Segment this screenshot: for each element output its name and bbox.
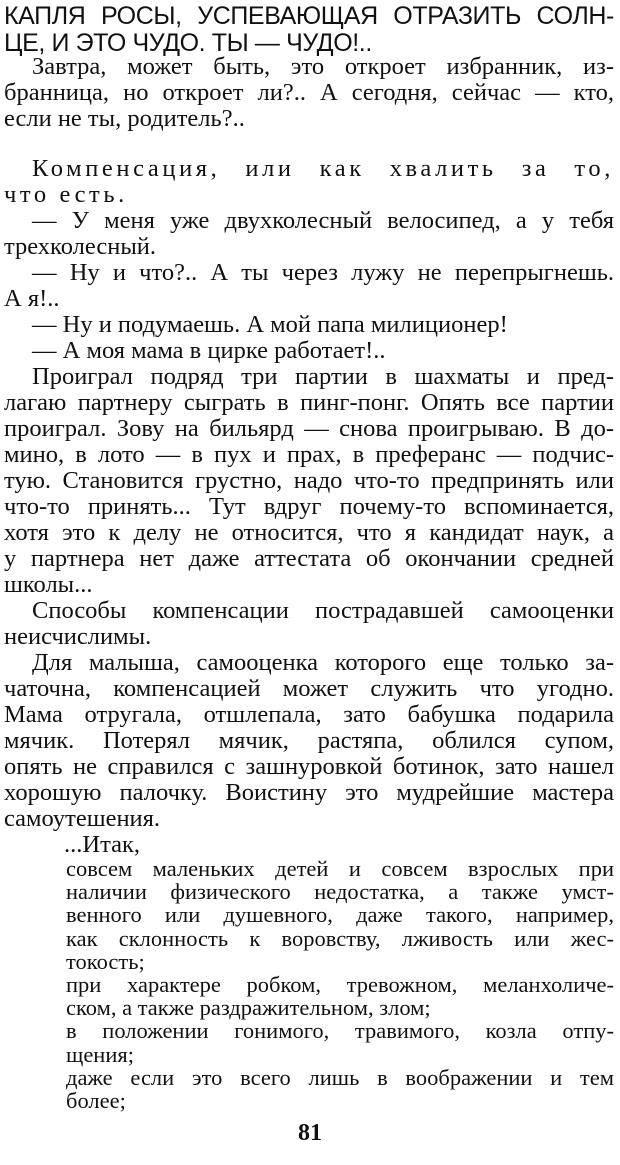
text-line: хорошую палочку. Воистину это мудрейшие мастера bbox=[4, 779, 614, 806]
dialogue-line: А я!.. bbox=[4, 285, 60, 312]
dialogue-line: — А моя мама в цирке работает!.. bbox=[32, 337, 386, 364]
text-line: Способы компенсации пострадавшей самооценки bbox=[32, 597, 614, 624]
list-line: венного или душевного, даже такого, например, bbox=[66, 902, 614, 928]
list-line: щения; bbox=[66, 1041, 134, 1067]
text-line: Завтра, может быть, это откроет избранник, из- bbox=[32, 53, 614, 80]
text-line: хотя это к делу не относится, что я кандидат наук, а bbox=[4, 519, 614, 546]
text-line: мячик. Потерял мячик, растяпа, облился супом, bbox=[4, 727, 614, 754]
list-line: как склонность к воровству, лживость или жес- bbox=[66, 925, 614, 951]
text-line: мино, в лото — в пух и прах, в преферанс — подчис- bbox=[4, 441, 614, 468]
text-line: что-то принять... Тут вдруг почему-то вспоминается, bbox=[4, 493, 614, 520]
text-line: чаточна, компенсацией может служить что угодно. bbox=[4, 675, 614, 702]
list-line: даже если это всего лишь в воображении и тем bbox=[66, 1064, 614, 1090]
page-number: 81 bbox=[298, 1120, 322, 1146]
dialogue-line: трехколесный. bbox=[4, 233, 157, 260]
list-line: совсем маленьких детей и совсем взрослых при bbox=[66, 856, 614, 881]
text-line: Проиграл подряд три партии в шахматы и пред- bbox=[32, 363, 614, 390]
section-heading-line-1: Компенсация, или как хвалить за то, bbox=[32, 155, 614, 182]
list-line: ском, а также раздражительном, злом; bbox=[66, 995, 431, 1021]
list-intro: ...Итак, bbox=[64, 831, 140, 858]
dialogue-line: — У меня уже двухколесный велосипед, а у тебя bbox=[32, 207, 614, 234]
text-line: лагаю партнеру сыграть в пинг-понг. Опять все партии bbox=[4, 389, 614, 416]
text-line: проиграл. Зову на бильярд — снова проигрываю. В до- bbox=[4, 415, 614, 442]
text-line: Мама отругала, отшлепала, зато бабушка подарила bbox=[4, 701, 614, 728]
chapter-heading-line-2: ЦЕ, И ЭТО ЧУДО. ТЫ — ЧУДО!.. bbox=[4, 29, 372, 57]
text-line: опять не справился с зашнуровкой ботинок, зато нашел bbox=[4, 753, 614, 780]
list-line: наличии физического недостатка, а также умст- bbox=[66, 879, 614, 905]
text-line: тую. Становится грустно, надо что-то предпринять или bbox=[4, 467, 614, 494]
list-line: токость; bbox=[66, 948, 145, 974]
text-line: если не ты, родитель?.. bbox=[4, 105, 245, 132]
text-line: Для малыша, самооценка которого еще только за- bbox=[32, 649, 614, 676]
text-line: бранница, но откроет ли?.. А сегодня, сейчас — кто, bbox=[4, 79, 614, 106]
text-line: неисчислимы. bbox=[4, 623, 152, 650]
dialogue-line: — Ну и что?.. А ты через лужу не перепрыгнешь. bbox=[32, 259, 614, 286]
list-line: при характере робком, тревожном, меланхоличе- bbox=[66, 972, 614, 997]
list-line: в положении гонимого, травимого, козла отпу- bbox=[66, 1018, 614, 1044]
dialogue-line: — Ну и подумаешь. А мой папа милиционер! bbox=[32, 311, 508, 338]
list-line: более; bbox=[66, 1088, 126, 1113]
text-line: школы... bbox=[4, 571, 93, 598]
section-heading-line-2: что есть. bbox=[4, 181, 128, 208]
text-line: у партнера нет даже аттестата об окончании средней bbox=[4, 545, 614, 572]
chapter-heading-line-1: КАПЛЯ РОСЫ, УСПЕВАЮЩАЯ ОТРАЗИТЬ СОЛН- bbox=[4, 2, 614, 30]
text-line: самоутешения. bbox=[4, 805, 161, 832]
